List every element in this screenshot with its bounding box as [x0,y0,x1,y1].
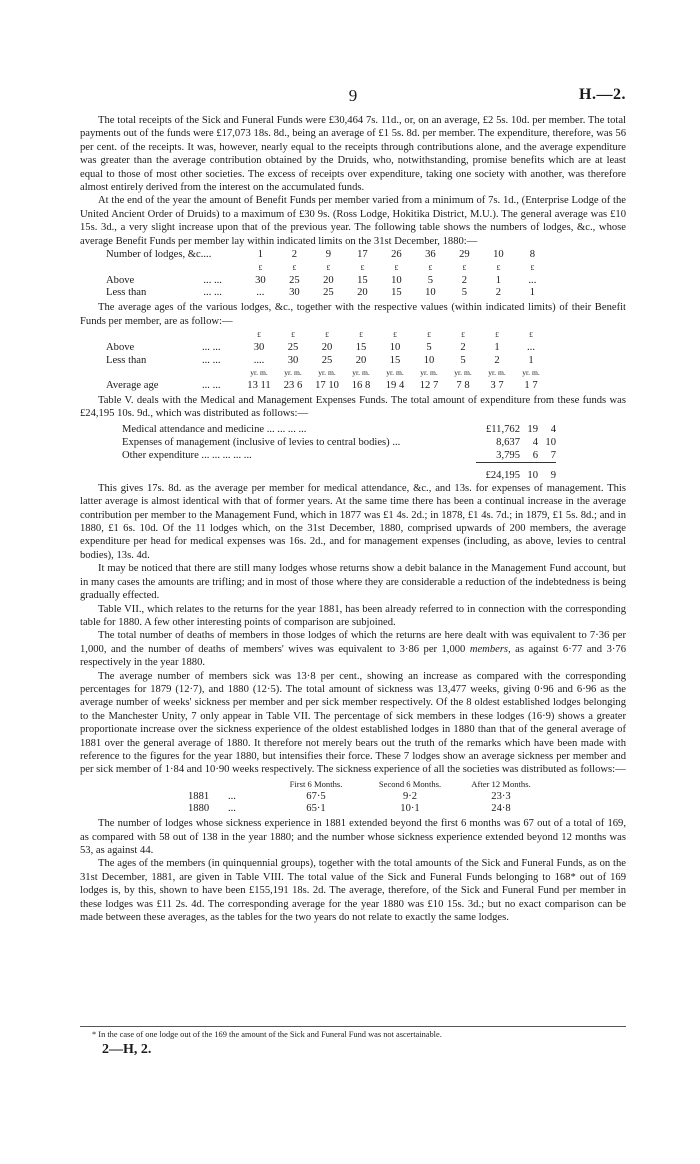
table-cell: 15 [391,287,402,299]
table-cell: 10 [389,341,401,353]
table-cell: 9·2 [402,790,418,802]
table-cell: 8 [529,249,536,261]
unit-label: yr. m. [522,368,540,378]
pound-sign: £ [529,330,533,340]
paragraph-sickness: The average number of members sick was 13·8 per cent., showing an increase as compared with the corresponding percentages for 1879 (12·7), and 1880 (12·5). The total amount of sickness was 13,477 weeks, giving 0·96 and 6·96 as the average number of weeks' sickness per member and per sick member respectively. Of the 8 oldest established lodges belonging to the Manchester Unity, 7 only appear in Table VII. The percentage of sick members in these lodges (16·9) shows a greater proportionate increase over the sickness experience of the oldest established lodges in 1880 than that of the general average of 1881 over the general average of 1880. It therefore not merely bears out the truth of the remarks which have been made with reference to the figures for the year 1880, but intensifies their force. These 7 lodges show an average sickness per member and per sick member of 1·84 and 10·90 weeks respectively. The sickness experience of all the societies was distributed as follows:— [80,670,626,776]
expenses-table [122,423,556,482]
unit-label: yr. m. [420,368,438,378]
pound-sign: £ [291,330,295,340]
pound-sign: £ [530,262,535,272]
leader-dots: ... ... [202,354,221,366]
unit-label: yr. m. [284,368,302,378]
table-row [122,423,556,436]
table-cell: 1 [257,249,264,261]
body-text [80,114,626,924]
pound-sign: £ [428,262,433,272]
expense-pence: 10 [545,436,556,448]
paragraph-average-ages: The average ages of the various lodges, &c., together with the respective values (within indicated limits) of their Benefit Funds per member, are as follow:— [80,302,626,327]
table-cell: 10 [425,287,436,299]
table-cell: 10 [493,249,504,261]
table-cell: 23·3 [491,790,511,802]
paragraph-averages-medical: This gives 17s. 8d. as the average per member for medical attendance, &c., and 13s. for expenses of management. This latter average is almost identical with that of former years. At the same time there has been a continual increase in the average contribution per member to the Management Fund, which in 1877 was £1 4s. 2d.; in 1878, £1 4s. 7d.; in 1879, £1 5s. 8d.; and in 1880, £1 6s. 10d. Of the 11 lodges which, on the 31st December, 1880, comprised upwards of 200 members, the average expenditure per head for medical expenses was 16s. 2d., and for management expenses (including, as above, levies to central bodies), 13s. 4d. [80,482,626,561]
total-pounds: £24,195 [476,462,520,482]
table-cell: 16 8 [351,380,371,392]
pound-sign: £ [326,262,331,272]
table-cell: 10 [391,274,402,286]
table-row [106,262,549,275]
table-cell: 1 7 [524,380,538,392]
expense-pounds: 3,795 [496,449,520,461]
sickness-distribution-table [188,778,546,816]
paragraph-ages-members: The ages of the members (in quinquennial groups), together with the total amounts of the Sick and Funeral Funds, as on the 31st December, 1881, are given in Table VIII. The total value of the Sick and Funeral Funds belonging to 168* out of 169 lodges is, by this, shown to have been £155,191 18s. 2d. The average, therefore, of the Sick and Funeral Fund per member in these lodges was £11 2s. 4d. The corresponding average for the year 1880 was £10 15s. 3d.; but no exact comparison can be made between these averages, as the tables for the two years do not relate to exactly the same lodges. [80,858,626,924]
expense-pounds: 8,637 [496,436,520,448]
pound-sign: £ [359,330,363,340]
pound-sign: £ [257,330,261,340]
benefit-funds-table [106,249,549,300]
table-cell: 13 11 [247,380,271,392]
paragraph-benefit-funds: At the end of the year the amount of Benefit Funds per member varied from a minimum of 7s. 1d., (Enterprise Lodge of the United Ancient Order of Druids) to a maximum of £30 9s. (Ross Lodge, Hokitika District, M.U.). The general average was £10 15s. 3d., a very slight increase upon that of the previous year. The following table shows the numbers of lodges, &c., whose average Benefit Funds per member lay within indicated limits on the 31st December, 1880:— [80,195,626,247]
leader-dots: ... [228,790,236,802]
expense-pence: 7 [550,449,556,461]
table-row [106,275,549,288]
table-cell: 30 [287,354,299,366]
table-cell: 5 [426,341,432,353]
footnote: * In the case of one lodge out of the 169 the amount of the Sick and Funeral Fund was not ascertainable. [92,1030,442,1039]
column-header: After 12 Months. [471,778,531,789]
row-label: Less than [106,287,147,299]
table-cell: 15 [389,354,401,366]
total-pence: 9 [538,462,556,482]
table-row [106,380,548,393]
table-cell: 25 [323,287,334,299]
expense-pence: 4 [550,423,556,435]
page-header [80,86,626,106]
table-cell: 25 [321,354,333,366]
paragraph-table-vii: Table VII., which relates to the returns for the year 1881, has been already referred to in connection with the corresponding table for 1880. A few other interesting points of comparison are subjoined. [80,603,626,628]
footnote-rule [80,1026,626,1027]
table-cell: 1 [494,341,500,353]
pound-sign: £ [360,262,365,272]
pound-sign: £ [394,262,399,272]
expense-shillings: 6 [532,449,538,461]
leader-dots: ... [228,803,236,815]
table-cell: 15 [355,341,367,353]
table-row [122,436,556,449]
table-cell: ... [527,341,535,353]
expense-shillings: 4 [532,436,538,448]
table-cell: 65·1 [306,803,326,815]
expense-description: Other expenditure ... ... ... ... ... [122,450,252,462]
unit-label: yr. m. [386,368,404,378]
table-row [188,791,546,804]
table-cell: 67·5 [306,790,326,802]
leader-dots: ... ... [203,287,222,299]
pound-sign: £ [427,330,431,340]
table-cell: 30 [289,287,300,299]
pound-sign: £ [496,262,501,272]
leader-dots: ... [203,249,212,261]
table-cell: 20 [357,287,368,299]
table-cell: 25 [289,274,300,286]
table-cell: 2 [461,274,468,286]
text-span: The total number of deaths of members in those lodges of which the returns are here dealt with was equivalent to 7·36 per 1,000, and the number of deaths of members' wives was equivalent to 3·86 per 1,000 [80,630,626,655]
expense-pounds: £11,762 [485,423,520,435]
table-row [188,803,546,816]
paragraph-debit-balance: It may be noticed that there are still many lodges whose returns show a debit balance in the Management Fund account, but in many cases the amounts are trifling; and in most of those where they are considerable a reduction of the indebtedness is being gradually effected. [80,563,626,602]
table-cell: 19 4 [385,380,405,392]
table-cell: ... [256,287,265,299]
table-cell: 30 [255,274,266,286]
row-label: Number of lodges, &c. [106,249,204,261]
pound-sign: £ [462,262,467,272]
average-ages-table [106,329,548,393]
pound-sign: £ [461,330,465,340]
table-cell: 15 [357,274,368,286]
table-cell: 2 [495,287,502,299]
table-cell: 20 [321,341,333,353]
table-cell: ... [528,274,537,286]
table-cell: 10·1 [400,803,420,815]
column-header: Second 6 Months. [378,778,442,789]
page-number: 9 [348,86,358,105]
expense-description: Medical attendance and medicine ... ... ... ... [122,423,307,435]
table-header-row [188,778,546,791]
paragraph-deaths [80,629,626,669]
pound-sign: £ [393,330,397,340]
table-cell: 7 8 [456,380,470,392]
unit-label: yr. m. [352,368,370,378]
table-cell: 5 [461,287,468,299]
table-cell: 1 [528,354,534,366]
table-row [122,449,556,463]
table-cell: 10 [423,354,435,366]
pound-sign: £ [258,262,263,272]
paragraph-lodges-sickness: The number of lodges whose sickness experience in 1881 extended beyond the first 6 months was 67 out of a total of 169, as compared with 58 out of 138 in the year 1880; and the number whose sickness experience extended beyond 12 months was 53, as against 44. [80,818,626,856]
row-year: 1880 [188,803,210,815]
leader-dots: ... ... [203,274,222,286]
table-row [106,329,548,342]
leader-dots: ... ... [202,341,221,353]
table-cell: 5 [460,354,466,366]
table-cell: 20 [355,354,367,366]
pound-sign: £ [292,262,297,272]
table-cell: 24·8 [491,803,511,815]
expense-description: Expenses of management (inclusive of levies to central bodies) ... [122,436,401,448]
unit-label: yr. m. [454,368,472,378]
paragraph-table-v: Table V. deals with the Medical and Management Expenses Funds. The total amount of expenditure from these funds was £24,195 10s. 9d., which was distributed as follows:— [80,395,626,420]
pound-sign: £ [495,330,499,340]
table-cell: 29 [459,249,470,261]
table-cell: 2 [494,354,500,366]
text-span: , as against 6·77 and 3·76 respectively in the year 1880. [80,643,626,669]
table-row [106,287,549,300]
paragraph-receipts: The total receipts of the Sick and Funeral Funds were £30,464 7s. 11d., or, on an average, £2 5s. 10d. per member. The total payments out of the funds were £17,073 18s. 8d., being an average of £1 5s. 8d. per member. The expenditure, therefore, was 56 per cent. of the receipts. It was, however, nearly equal to the receipts through contributions alone, and the average expenditure was greater than the average contribution obtained by the Druids, who, notwithstanding, promise benefits which are at least equal to those of most other societies. The excess of receipts over expenditure, taking one society with another, was therefore almost entirely derived from the interest on the accumulated funds. [80,115,626,194]
table-cell: 12 7 [419,380,439,392]
row-label: Above [106,274,135,286]
row-year: 1881 [188,790,210,802]
signature-mark: 2—H, 2. [102,1042,152,1057]
expense-shillings: 19 [527,423,538,435]
total-row [122,462,556,482]
table-cell: 2 [460,341,466,353]
table-cell: 36 [425,249,436,261]
table-cell: 17 10 [315,380,339,392]
leader-dots: ... ... [202,380,221,392]
table-cell: 9 [325,249,332,261]
table-cell: 1 [529,287,536,299]
table-cell: 30 [253,341,265,353]
table-row [106,342,548,355]
unit-label: yr. m. [488,368,506,378]
row-label: Less than [106,354,147,366]
unit-label: yr. m. [318,368,336,378]
document-reference: H.—2. [579,86,626,103]
table-row [106,367,548,380]
table-cell: .... [253,354,265,366]
table-cell: 17 [357,249,368,261]
unit-label: yr. m. [250,368,268,378]
row-label: Average age [106,380,159,392]
total-shillings: 10 [520,462,538,482]
italic-text: members [469,643,509,655]
column-header: First 6 Months. [289,778,343,789]
table-cell: 25 [287,341,299,353]
table-cell: 2 [291,249,298,261]
table-cell: 1 [495,274,502,286]
table-cell: 5 [427,274,434,286]
table-row [106,355,548,368]
pound-sign: £ [325,330,329,340]
table-cell: 20 [323,274,334,286]
table-cell: 26 [391,249,402,261]
table-cell: 23 6 [283,380,303,392]
table-cell: 3 7 [490,380,504,392]
row-label: Above [106,341,135,353]
table-row [106,249,549,262]
